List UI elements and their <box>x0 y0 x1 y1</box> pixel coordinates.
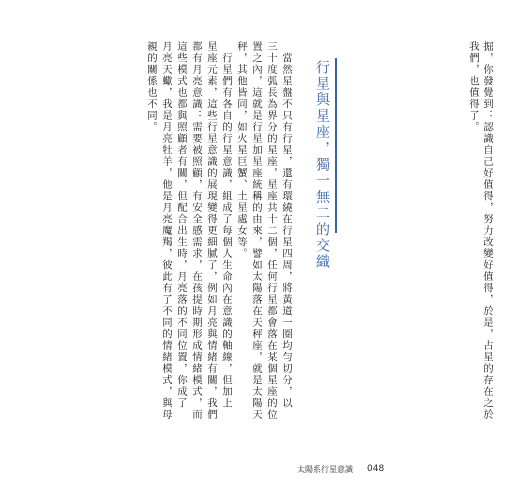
text-column: 三十度弧長為界分的星座，星座共十二個，任何行星都會落在某個星座的位 <box>265 41 277 421</box>
text-column: 親的關係也不同。 <box>145 41 157 133</box>
text-column: 秤，其他皆同，如火星巨蟹、土星處女等。 <box>235 41 247 260</box>
text-column: 星座元素，這些行星意識的展現變得更細膩了，例如月亮與情緒有關，我們 <box>205 41 217 421</box>
section-heading: 行星與星座，獨一無二的交織 <box>314 60 330 271</box>
text-column: 都有月亮意識：需要被照顧，有安全感需求，在孩提時期形成情緒模式，而 <box>190 41 202 421</box>
text-column: 當然星盤不只有行星，還有環繞在行星四周，將黃道一圈均勻切分，以 <box>280 41 292 409</box>
heading-rule <box>335 58 337 233</box>
text-column: 月亮天蠍，我是月亮牡羊，他是月亮魔羯，彼此有了不同的情緒模式，與母 <box>160 41 172 421</box>
page-number: 048 <box>367 464 385 474</box>
text-column: 置之內，這就是行星加星座統稱的由來，譬如太陽落在天秤座，就是太陽天 <box>250 41 262 421</box>
running-footer-title: 太陽系行星意識 <box>297 465 353 474</box>
text-column: 掘，你發覺到：認識自己好值得，努力改變好值得，於是，占星的存在之於 <box>481 41 493 421</box>
text-column: 行星們有各自的行星意識，組成了每個人生命內在意識的軸線，但加上 <box>220 41 232 409</box>
text-column: 這些模式也都與照顧者有關，但配合出生時，月亮落的不同位置，你成了 <box>175 41 187 409</box>
text-column: 我們，也值得了。 <box>467 41 479 133</box>
